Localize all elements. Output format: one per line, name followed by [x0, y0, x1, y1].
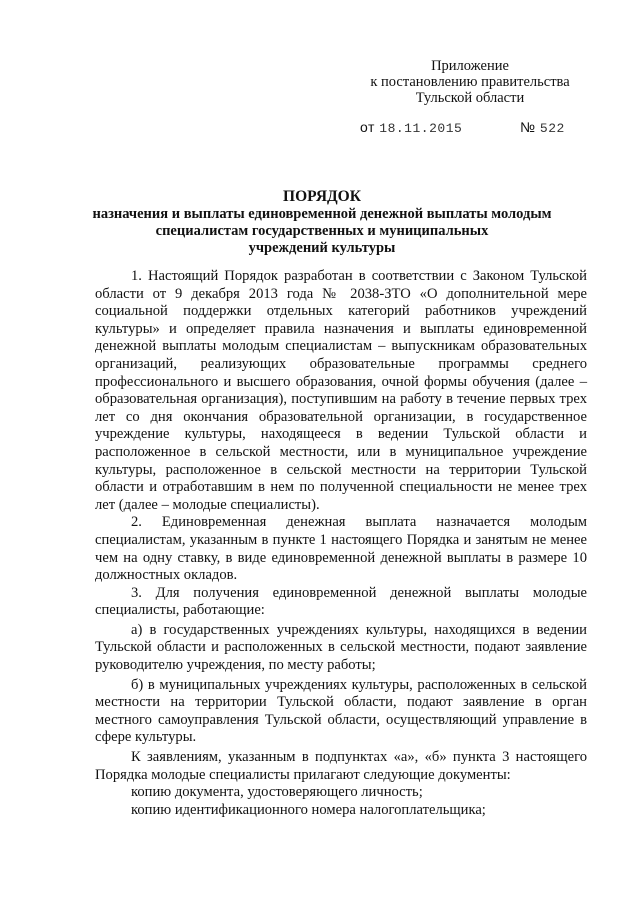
- title-line-3: учреждений культуры: [248, 240, 396, 256]
- appendix-header: [330, 58, 610, 106]
- paragraph-3a: а) в государственных учреждениях культуры, находящихся в ведении Тульской области и расположенных в сельской местности, подают заявление руководителю учреждения, по месту работы;: [95, 621, 587, 674]
- document-body: [95, 268, 587, 819]
- paragraph-2: 2. Единовременная денежная выплата назначается молодым специалистам, указанным в пункте 1 настоящего Порядка и занятым не менее чем на одну ставку, в виде единовременной денежной выплаты в размере 10 должностных окладов.: [95, 514, 587, 584]
- title-main: ПОРЯДОК: [283, 188, 361, 205]
- document-item-inn: копию идентификационного номера налогоплательщика;: [131, 801, 486, 818]
- date-value: 18.11.2015: [379, 121, 463, 136]
- date-number-line: [360, 119, 610, 136]
- appendix-line-1: Приложение: [431, 58, 509, 74]
- appendix-line-3: Тульской области: [415, 90, 525, 106]
- number-value: 522: [539, 121, 565, 136]
- appendix-line-2: к постановлению правительства: [370, 74, 570, 90]
- title-line-2: специалистам государственных и муниципальных: [155, 223, 489, 239]
- date-prefix: от: [360, 119, 375, 135]
- title-line-1: назначения и выплаты единовременной денежной выплаты молодым: [92, 206, 552, 222]
- paragraph-1: 1. Настоящий Порядок разработан в соответствии с Законом Тульской области от 9 декабря 2013 года № 2038-ЗТО «О дополнительной мере социальной поддержки отдельных категорий работников учреждений культуры» и определяет правила назначения и выплаты единовременной денежной выплаты молодым специалистам – выпускникам образовательных организаций, реализующих образовательные программы среднего профессионального и высшего образования, очной формы обучения (далее – образовательная организация), поступившим на работу в течение первых трех лет со дня окончания образовательной организации, в государственное учреждение культуры, находящееся в ведении Тульской области и расположенное в сельской местности, или в муниципальное учреждение культуры, расположенное в сельской местности на территории Тульской области и отработавшим в нем по полученной специальности не менее трех лет (далее – молодые специалисты).: [95, 268, 587, 513]
- paragraph-3: 3. Для получения единовременной денежной выплаты молодые специалисты, работающие:: [95, 584, 587, 619]
- number-prefix: №: [520, 119, 536, 135]
- document-title: [60, 188, 584, 257]
- document-item-id: копию документа, удостоверяющего личность;: [131, 784, 423, 801]
- paragraph-documents-intro: К заявлениям, указанным в подпунктах «а», «б» пункта 3 настоящего Порядка молодые специалисты прилагают следующие документы:: [95, 749, 587, 783]
- number-field: [520, 119, 565, 136]
- paragraph-3b: б) в муниципальных учреждениях культуры, расположенных в сельской местности на территории Тульской области, подают заявление в орган местного самоуправления Тульской области, осуществляющий управление в сфере культуры.: [95, 676, 587, 746]
